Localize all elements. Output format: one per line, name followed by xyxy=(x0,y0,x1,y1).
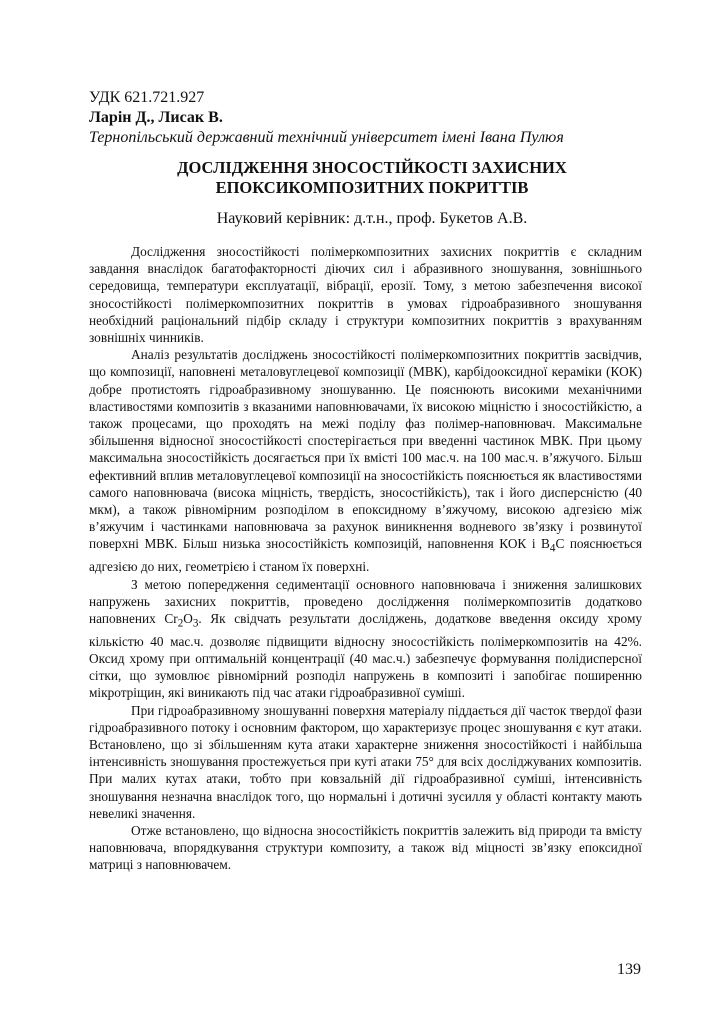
supervisor: Науковий керівник: д.т.н., проф. Букетов А.В. xyxy=(216,210,528,227)
affiliation: Тернопільський державний технічний університет імені Івана Пулюя xyxy=(89,129,564,146)
paragraph-4 xyxy=(89,702,642,822)
subscript: 3 xyxy=(192,617,199,630)
text-run: O xyxy=(183,610,193,626)
paragraph-3 xyxy=(89,576,642,702)
paper-title xyxy=(89,158,655,198)
text-run: Аналіз результатів досліджень зносостійкості полімеркомпозитних покриттів засвідчив, що композиції, наповнені металовуглецевої композиції (МВК), карбідооксидної кераміки (КОК) добре протистоять гідроабразивному зношуванню. Це пояснюють високими механічними властивостями композитів з вказаними наповнювачами, їх високою міцністю і зносостійкістю, а також процесами, що проходять на межі поділу фаз полімер-наповнювач. Максимальне збільшення відносної зносостійкості спостерігається при введенні частинок МВК. При цьому максимальна зносостійкість досягається при їх вмісті 100 мас.ч. на 100 мас.ч. в’яжучого. Більш ефективний вплив металовуглецевої композиції на зносостійкість пояснюється як властивостями самого наповнювача (висока міцність, твердість, зносостійкість), так і його дисперсністю (40 мкм), а також рівномірним розподілом в епоксидному в’яжучому, високою адгезією між в’яжучим і частинками наповнювача за рахунок виникнення водневого зв’язку і розвинутої поверхні МВК. Більш низька зносостійкість композицій, наповнення КОК і B xyxy=(89,347,642,552)
paragraph-2 xyxy=(89,346,642,575)
paragraph-5 xyxy=(89,822,642,874)
title-line-1: ДОСЛІДЖЕННЯ ЗНОСОСТІЙКОСТІ ЗАХИСНИХ xyxy=(177,158,567,177)
paragraph-1 xyxy=(89,243,642,346)
authors: Ларін Д., Лисак В. xyxy=(89,109,223,126)
page-number: 139 xyxy=(617,961,641,978)
text-run: C пояснюється адгезією до них, геометрією і станом їх поверхні. xyxy=(89,536,642,575)
body-text xyxy=(89,243,642,874)
text-run: Дослідження зносостійкості полімеркомпозитних захисних покриттів є складним завдання внаслідок багатофакторності діючих сил і абразивного зношування, зовнішнього середовища, температури експлуатації, вібрації, ерозії. Тому, з метою забезпечення високої зносостійкості полімеркомпозитних покриттів в умовах гідроабразивного зношування необхідний раціональний підбір складу і структури композитних покриттів з врахуванням зовнішніх чинників. xyxy=(89,244,642,346)
text-run: Отже встановлено, що відносна зносостійкість покриттів залежить від природи та вмісту наповнювача, впорядкування структури композиту, а також від міцності зв’язку епоксидної матриці з наповнювачем. xyxy=(89,823,642,873)
subscript: 4 xyxy=(549,543,556,556)
text-run: При гідроабразивному зношуванні поверхня матеріалу піддається дії часток твердої фази гідроабразивного потоку і основним фактором, що характеризує процес зношування є кут атаки. Встановлено, що зі збільшенням кута атаки характерне зниження зносостійкості і найбільша інтенсивність зношування простежується при куті атаки 75° для всіх досліджуваних композитів. При малих кутах атаки, тобто при ковзальній дії гідроабразивної суміші, інтенсивність зношування незначна внаслідок того, що нормальні і дотичні зусилля у області контакту мають невеликі значення. xyxy=(89,702,642,821)
subscript: 2 xyxy=(177,617,184,630)
text-run: . Як свідчать результати досліджень, додаткове введення оксиду хрому кількістю 40 мас.ч. дозволяє підвищити відносну зносостійкість полімеркомпозитів на 42%. Оксид хрому при оптимальній концентрації (40 мас.ч.) забезпечує формування полідисперсної сітки, що зумовлює рівномірний розподіл напружень в композиті і запобігає поширенню мікротріщин, які виникають під час атаки гідроабразивної суміші. xyxy=(89,610,643,701)
title-line-2: ЕПОКСИКОМПОЗИТНИХ ПОКРИТТІВ xyxy=(215,178,529,197)
udk-code: УДК 621.721.927 xyxy=(89,89,205,106)
text-run: З метою попередження седиментації основного наповнювача і зниження залишкових напружень захисних покриттів, проведено дослідження полімеркомпозитів додатково наповнених Cr xyxy=(89,576,642,626)
